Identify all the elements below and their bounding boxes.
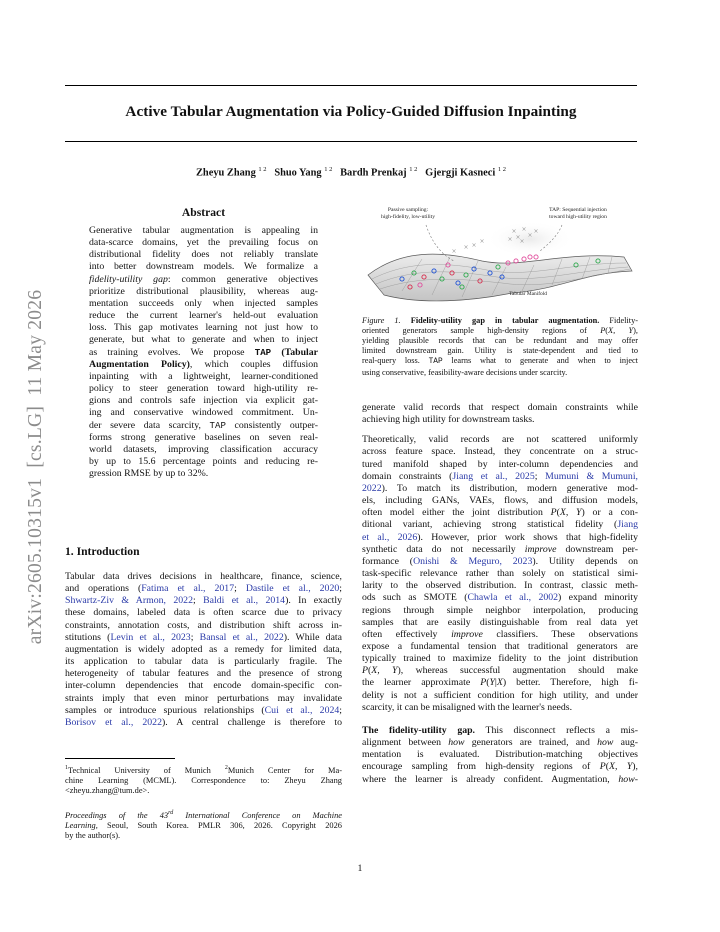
passive-sample-marker: × [479,238,485,245]
author-list [65,166,637,178]
caption-line: yielding plausible records that can be redundant and may offer [362,335,638,345]
body-line: ditional variant, achieving strong statistical fidelity (Jiang [362,519,638,531]
paragraph [362,434,638,714]
abstract-line: as training evolves. We propose TAP (Tabular [89,346,318,358]
abstract-line: prioritize distributional plausibility, whereas aug- [89,285,318,297]
introduction-line: Tabular data drives decisions in healthcare, finance, science, [65,571,342,582]
abstract-heading: Abstract [181,206,226,219]
abstract-line: gression RMSE by up to 32%. [89,468,209,480]
paragraph [362,402,638,426]
body-line: synthetic data do not necessarily improve downstream per- [362,543,639,555]
author-affiliation: 1 2 [497,166,506,173]
abstract-line: inpainting with a lightweight, learner-conditioned [89,370,318,382]
passive-label: Passive sampling: [387,207,429,213]
introduction-line: Borisov et al., 2022). A central challenge is therefore to [65,716,342,728]
caption-line: Figure 1. Fidelity-utility gap in tabular augmentation. Fidelity- [362,316,638,325]
abstract-line: data-scarce domains, yet the prevailing focus on [89,237,318,249]
page-number: 1 [357,863,363,874]
author-name: Zheyu Zhang [196,167,256,179]
abstract-line: Augmentation Policy), which couples diffusion [89,358,318,370]
right-column-body [362,402,638,786]
introduction-body [65,571,342,729]
body-line: larity to the observed distribution. In contrast, classic meth- [362,580,638,592]
arxiv-stamp [18,258,54,676]
body-line: delity is not a sufficient condition for high utility, and under [362,689,638,701]
abstract-line: generate, but what to generate and when to inject [89,334,318,346]
body-line: task-specific relevance rather than solely on statistical simi- [362,568,638,580]
body-line: samples that are easily distinguishable from real data yet [362,616,638,628]
introduction-line: constraints, annotation costs, and distribution shift across in- [65,619,342,631]
passive-sample-marker: × [527,232,533,239]
abstract-line: loss. This gap motivates learning not just how to [89,322,318,334]
abstract-line: policy to steer generation toward high-utility re- [89,383,318,395]
density-glow [486,221,574,257]
tap-label: toward high-utility region [549,214,607,220]
abstract-body [89,225,318,480]
introduction-line: these domains, labeled data is often scarce due to privacy [65,607,342,619]
passive-label: high-fidelity, low-utility [380,214,436,220]
body-line: Theoretically, valid records are not scattered uniformly [362,434,638,446]
introduction-line: its application to tabular data is particularly fragile. The [65,656,342,668]
abstract-line: gions and controls safe injection via explicit gat- [89,395,318,407]
passive-sample-marker: × [463,244,469,251]
caption-line: using conservative, feasibility-aware decisions under scarcity. [362,367,568,377]
footnote-line: $^1$Technical University of Munich $^2$Munich Center for Ma- [65,765,342,775]
passive-sample-marker: × [507,236,513,243]
affiliation-footnote [65,763,342,797]
body-line: often model either the joint distribution P(X, Y) or a con- [362,507,638,519]
title-underline [65,141,637,142]
body-line: often effectively improve classifiers. These observations [362,628,638,640]
abstract-line: world datasets, improving classification accuracy [89,443,318,455]
body-line: generate valid records that respect domain constraints while [362,402,638,413]
passive-sample-marker: × [533,228,539,235]
figure-caption [362,316,638,377]
body-line: where the learner is already confident. Augmentation, how- [362,773,638,785]
introduction-line: inter-column dependencies that encode domain-specific con- [65,680,342,692]
figure-1 [362,203,634,311]
author-affiliation: 1 2 [324,166,333,173]
author-name: Shuo Yang [274,167,322,179]
body-line: the learner approximate P(Y|X) better. Therefore, high fi- [362,677,638,689]
sample-point [522,257,526,261]
abstract-line: into better downstream models. We formalize a [89,261,318,273]
passive-sample-marker: × [471,242,477,249]
introduction-line: augmentation is widely adopted as a remedy for limited data, [65,643,342,655]
footnote-line: <zheyu.zhang@tum.de>. [65,786,150,796]
manifold-illustration [362,203,634,311]
proceedings-note [65,808,342,842]
top-rule [65,85,637,86]
abstract-line: mentation succeeds only when injected samples [89,297,318,309]
caption-line: oriented generators sample high-density regions of P(X, Y), [362,325,638,335]
passive-sample-marker: × [521,226,527,233]
paragraph [362,725,638,786]
body-line: formance (Onishi & Meguro, 2023). Utility depends on [362,555,639,567]
body-line: achieving high utility for downstream tasks. [362,414,535,426]
body-line: domain constraints (Jiang et al., 2025; Mumuni & Mumuni, [362,470,638,482]
introduction-line: Shwartz-Ziv & Armon, 2022; Baldi et al., 2014). In exactly [65,595,343,607]
body-line: expose a fundamental tension that traditional generators are [362,640,638,652]
proceedings-line: by the author(s). [65,831,121,841]
introduction-line: straints imply that even minor perturbations may invalidate [65,692,342,704]
passive-sample-marker: × [519,238,525,245]
caption-line: limited downstream gain. Utility is state-dependent and tied to [362,345,638,355]
section-heading-introduction: 1. Introduction [65,545,140,558]
abstract-line: der severe data scarcity, TAP consistently outper- [89,419,319,431]
footnote-line: chine Learning (MCML). Correspondence to: Zheyu Zhang [65,776,342,786]
proceedings-line: Learning, Seoul, South Korea. PMLR 306, 2026. Copyright 2026 [65,821,342,831]
body-line: The fidelity-utility gap. This disconnect reflects a mis- [362,724,638,736]
abstract-line: Generative tabular augmentation is appealing in [89,225,318,236]
introduction-line: stitutions (Levin et al., 2023; Bansal et al., 2022). While data [65,631,343,643]
abstract-line: fidelity-utility gap: common generative objectives [89,273,319,285]
tap-label: TAP: Sequential injection [549,207,607,213]
body-line: els, including GANs, VAEs, flows, and diffusion models, [362,495,638,507]
body-line: ods such as SMOTE (Chawla et al., 2002) expand minority [362,592,638,604]
abstract-line: ing and conservative windowed commitment. Un- [89,407,318,419]
manifold-label: Tabular Manifold [509,291,547,297]
body-line: across feature space. Instead, they concentrate on a struc- [362,446,638,458]
abstract-line: forms strong generative baselines on seven real- [89,431,318,443]
paper-title: Active Tabular Augmentation via Policy-Guided Diffusion Inpainting [125,103,577,120]
body-line: 2022). To match its distribution, modern generative mod- [362,482,638,494]
author-affiliation: 1 2 [409,166,418,173]
abstract-line: by up to 15.6 percentage points and reducing re- [89,455,318,467]
body-line: regions through simple neighbor interpolation, producing [362,604,638,616]
author-affiliation: 1 2 [258,166,267,173]
abstract-line: reduce the current learner's held-out evaluation [89,310,318,322]
proceedings-line: Proceedings of the 43rd International Conference on Machine [65,810,342,820]
body-line: mentation is evaluated. Distribution-matching objectives [362,749,638,761]
caption-line: real-query loss. TAP learns what to generate and when to inject [362,355,638,366]
body-line: alignment between how generators are trained, and how aug- [362,737,639,749]
footnote-rule [65,758,175,759]
abstract-line: distributional fidelity does not reliably translate [89,249,318,261]
body-line: tured manifold shaped by inter-column dependencies and [362,458,638,470]
body-line: scarcity, it can be misaligned with the learner's needs. [362,701,573,713]
body-line: typically trained to maximize fidelity to the joint distribution [362,653,638,665]
passive-sample-marker: × [451,248,457,255]
body-line: P(X, Y), whereas successful augmentation should make [362,665,639,677]
author-name: Gjergji Kasneci [425,167,496,179]
introduction-line: and operations (Fatima et al., 2017; Dastile et al., 2020; [65,583,342,595]
passive-sample-marker: × [515,234,521,241]
passive-sample-marker: × [511,228,517,235]
introduction-line: heterogeneity of tabular features and the presence of strong [65,668,342,680]
introduction-line: samples or introduce spurious relationships (Cui et al., 2024; [65,704,342,716]
author-name: Bardh Prenkaj [340,167,407,179]
body-line: et al., 2026). However, prior work shows that high-fidelity [362,531,638,543]
body-line: encourage sampling from high-density regions of P(X, Y), [362,761,638,773]
arxiv-identifier: arXiv:2605.10315v1 [cs.LG] 11 May 2026 [25,289,46,645]
